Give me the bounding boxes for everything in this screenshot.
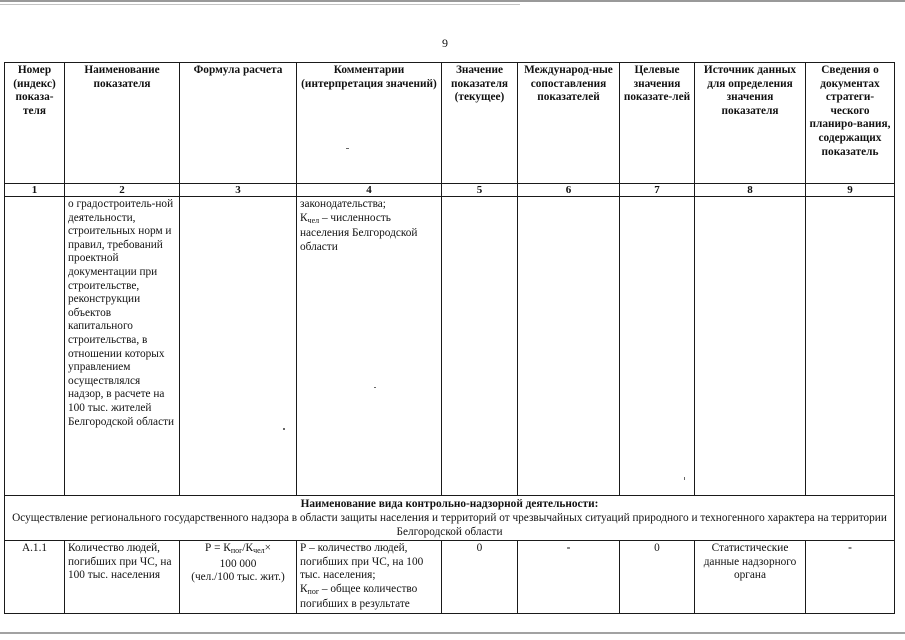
row-index: А.1.1 <box>5 541 65 614</box>
comment-cell <box>297 197 442 496</box>
formula-subscript: чел <box>253 546 265 555</box>
header-cell: Сведения о документах стратеги-ческого планиро-вания, содержащих показатель <box>806 63 895 184</box>
section-heading-cell <box>5 496 895 541</box>
formula-cell <box>180 541 297 614</box>
symbol-subscript: чел <box>307 215 320 225</box>
indicator-table <box>4 62 895 614</box>
section-row <box>5 496 895 541</box>
header-cell: Номер (индекс) показа-теля <box>5 63 65 184</box>
column-number: 2 <box>65 184 180 197</box>
formula-subscript: пог <box>230 546 243 555</box>
header-cell: Значение показателя (текущее) <box>442 63 518 184</box>
indicator-name-cell: о градостроитель-ной деятельности, строительных норм и правил, требований проектной документации при строительстве, реконструкции объектов капитального строительства, в отношении которых управлением осуществлялся надзор, в расчете на 100 тыс. жителей Белгородской области <box>65 197 180 496</box>
header-cell: Целевые значения показате-лей <box>620 63 695 184</box>
scan-speck <box>374 387 376 388</box>
column-number: 4 <box>297 184 442 197</box>
column-number: 3 <box>180 184 297 197</box>
comment-symbol-line <box>300 212 438 255</box>
table-row <box>5 541 895 614</box>
scan-edge-bottom <box>0 632 905 634</box>
comment-line: законодательства; <box>300 198 386 210</box>
column-number: 7 <box>620 184 695 197</box>
column-number: 8 <box>695 184 806 197</box>
scan-speck <box>684 477 685 480</box>
section-text: Осуществление регионального государственного надзора в области защиты населения и территорий от чрезвычайных ситуаций природного и техногенного характера на территории Белгородской области <box>12 512 887 538</box>
formula-expression <box>183 542 293 558</box>
column-number: 5 <box>442 184 518 197</box>
scan-edge-top-secondary <box>0 4 520 5</box>
continuation-row <box>5 197 895 496</box>
formula-part: Р = К <box>204 542 231 554</box>
documents-cell: - <box>806 541 895 614</box>
page-number: 9 <box>442 36 448 50</box>
header-cell: Наименование показателя <box>65 63 180 184</box>
source-cell <box>695 197 806 496</box>
target-cell: 0 <box>620 541 695 614</box>
cell-index <box>5 197 65 496</box>
value-cell: 0 <box>442 541 518 614</box>
formula-unit: (чел./100 тыс. жит.) <box>191 571 285 584</box>
symbol-definition: – численность населения Белгородской области <box>300 211 418 253</box>
scan-speck <box>283 428 285 430</box>
formula-cell <box>180 197 297 496</box>
international-cell: - <box>518 541 620 614</box>
symbol: К <box>300 211 308 224</box>
header-cell: Комментарии (интерпретация значений) <box>297 63 442 184</box>
target-cell <box>620 197 695 496</box>
comment-symbol-line <box>300 583 438 612</box>
column-number-row <box>5 184 895 197</box>
formula-part: × <box>264 542 272 554</box>
comment-cell <box>297 541 442 614</box>
formula-part: /К <box>242 542 254 554</box>
section-title: Наименование вида контрольно-надзорной деятельности: <box>300 498 599 510</box>
table-header-row <box>5 63 895 184</box>
column-number: 6 <box>518 184 620 197</box>
documents-cell <box>806 197 895 496</box>
indicator-name-cell: Количество людей, погибших при ЧС, на 100 тыс. населения <box>65 541 180 614</box>
formula-multiplier: 100 000 <box>219 557 257 570</box>
header-cell: Источник данных для определения значения показателя <box>695 63 806 184</box>
international-cell <box>518 197 620 496</box>
symbol-definition: – общее количество погибших в результате <box>300 582 418 611</box>
symbol: К <box>300 582 308 595</box>
scan-edge-top <box>0 0 905 2</box>
header-cell: Международ-ные сопоставления показателей <box>518 63 620 184</box>
source-cell: Статистические данные надзорного органа <box>695 541 806 614</box>
column-number: 9 <box>806 184 895 197</box>
header-cell: Формула расчета <box>180 63 297 184</box>
comment-line: Р – количество людей, погибших при ЧС, на 100 тыс. населения; <box>300 542 424 582</box>
symbol-subscript: пог <box>307 586 320 596</box>
column-number: 1 <box>5 184 65 197</box>
scan-speck <box>346 148 349 149</box>
value-cell <box>442 197 518 496</box>
